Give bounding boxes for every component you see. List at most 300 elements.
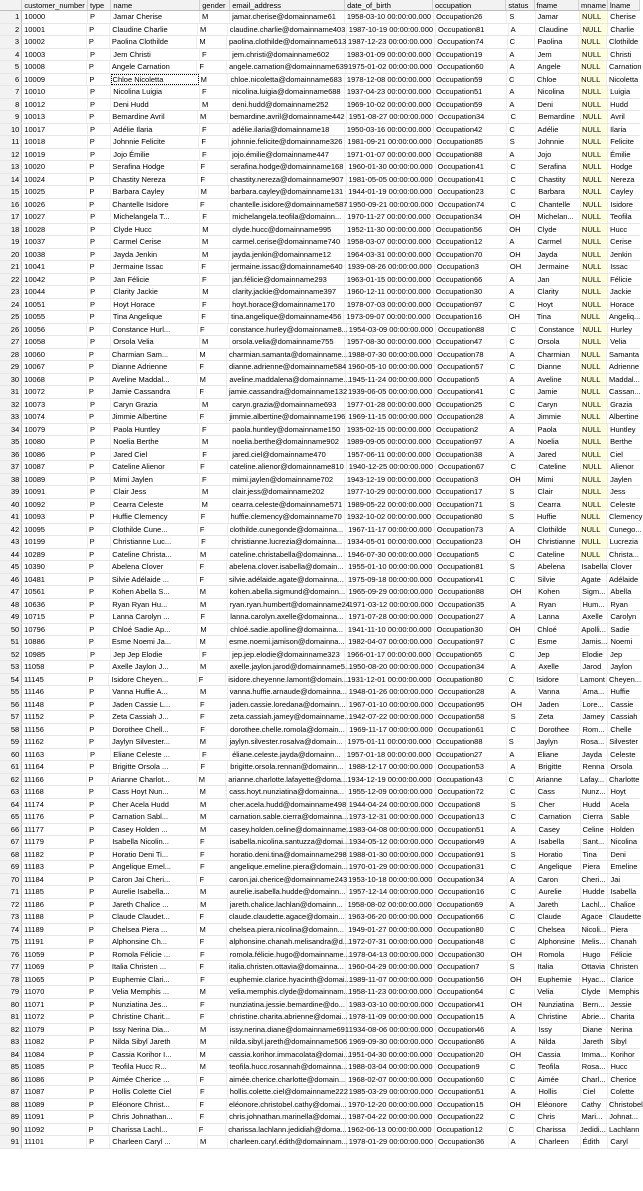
occupation-cell[interactable]: Occupation9 bbox=[436, 1061, 508, 1073]
fname-cell[interactable]: Axelle bbox=[536, 661, 580, 673]
name-cell[interactable]: Charleen Caryl ... bbox=[110, 1136, 198, 1148]
occupation-cell[interactable]: Occupation73 bbox=[435, 524, 508, 536]
fname-cell[interactable]: Charleen bbox=[536, 1136, 580, 1148]
dob-cell[interactable]: 1958-03-10 00:00:00.000 bbox=[345, 11, 434, 23]
row-number[interactable]: 27 bbox=[0, 336, 22, 348]
email-cell[interactable]: charissa.lachlann.jedidiah@doma... bbox=[228, 1124, 347, 1134]
type-cell[interactable]: P bbox=[87, 624, 110, 636]
table-row[interactable] bbox=[0, 411, 640, 424]
fname-cell[interactable]: Teofila bbox=[536, 1061, 580, 1073]
fname-cell[interactable]: Clair bbox=[536, 486, 580, 498]
customer-number-cell[interactable]: 10060 bbox=[22, 349, 87, 361]
row-number[interactable]: 15 bbox=[0, 186, 22, 198]
row-number[interactable]: 38 bbox=[0, 474, 22, 486]
table-row[interactable] bbox=[0, 661, 640, 674]
fname-cell[interactable]: Chloé bbox=[535, 624, 579, 636]
row-number[interactable]: 8 bbox=[0, 99, 22, 111]
gender-cell[interactable]: F bbox=[197, 874, 227, 886]
fname-cell[interactable]: Silvie bbox=[535, 574, 579, 586]
mname-cell[interactable]: Hudd bbox=[581, 799, 609, 811]
customer-number-cell[interactable]: 11185 bbox=[22, 886, 87, 898]
occupation-cell[interactable]: Occupation13 bbox=[436, 811, 509, 823]
email-cell[interactable]: claudine.charlie@domainname403 bbox=[229, 24, 346, 34]
customer-number-cell[interactable]: 10985 bbox=[22, 649, 88, 661]
status-cell[interactable]: C bbox=[508, 574, 536, 586]
row-number[interactable]: 62 bbox=[0, 774, 22, 786]
row-number[interactable]: 21 bbox=[0, 261, 22, 273]
customer-number-cell[interactable]: 11182 bbox=[22, 849, 87, 861]
gender-cell[interactable]: F bbox=[200, 274, 230, 286]
occupation-cell[interactable]: Occupation95 bbox=[436, 699, 509, 711]
name-cell[interactable]: Vanna Huffie A... bbox=[110, 686, 198, 698]
dob-cell[interactable]: 1989-05-22 00:00:00.000 bbox=[345, 499, 434, 511]
dob-cell[interactable]: 1983-04-08 00:00:00.000 bbox=[347, 824, 436, 836]
customer-number-cell[interactable]: 10018 bbox=[22, 136, 87, 148]
status-cell[interactable]: S bbox=[508, 561, 536, 573]
type-cell[interactable]: P bbox=[88, 86, 111, 98]
email-cell[interactable]: esme.noemi.jamison@domainna... bbox=[229, 637, 345, 646]
name-cell[interactable]: Alphonsine Ch... bbox=[110, 936, 198, 948]
fname-cell[interactable]: Dorothee bbox=[536, 724, 580, 736]
occupation-cell[interactable]: Occupation58 bbox=[436, 711, 509, 723]
customer-number-cell[interactable]: 11069 bbox=[22, 961, 87, 973]
mname-cell[interactable]: NULL bbox=[579, 61, 607, 73]
name-cell[interactable]: Zeta Cassiah J... bbox=[110, 711, 198, 723]
row-number[interactable]: 83 bbox=[0, 1036, 22, 1048]
row-number[interactable]: 22 bbox=[0, 274, 22, 286]
lname-cell[interactable]: Chanah bbox=[610, 937, 637, 946]
row-number[interactable]: 45 bbox=[0, 561, 22, 573]
lname-cell[interactable]: Maddal... bbox=[609, 374, 640, 384]
type-cell[interactable]: P bbox=[88, 649, 111, 661]
dob-cell[interactable]: 1964-03-31 00:00:00.000 bbox=[345, 249, 434, 261]
occupation-cell[interactable]: Occupation48 bbox=[436, 936, 508, 948]
gender-cell[interactable]: F bbox=[197, 1074, 227, 1086]
table-row[interactable] bbox=[0, 499, 640, 512]
status-cell[interactable]: A bbox=[507, 274, 535, 286]
table-row[interactable] bbox=[0, 11, 640, 24]
lname-cell[interactable]: Adrienne bbox=[609, 362, 640, 371]
occupation-cell[interactable]: Occupation66 bbox=[435, 911, 507, 923]
table-row[interactable] bbox=[0, 74, 640, 87]
fname-cell[interactable]: Euphemie bbox=[536, 974, 580, 986]
fname-cell[interactable]: Italia bbox=[535, 961, 579, 973]
fname-cell[interactable]: Ryan bbox=[536, 599, 580, 611]
dob-cell[interactable]: 1948-01-26 00:00:00.000 bbox=[347, 686, 436, 698]
status-cell[interactable]: C bbox=[507, 986, 535, 998]
type-cell[interactable]: P bbox=[88, 499, 111, 511]
gender-cell[interactable]: M bbox=[198, 811, 228, 823]
gender-cell[interactable]: F bbox=[198, 836, 228, 848]
table-row[interactable] bbox=[0, 324, 640, 337]
row-number[interactable]: 9 bbox=[0, 111, 22, 123]
row-number[interactable]: 5 bbox=[0, 61, 22, 73]
table-row[interactable] bbox=[0, 986, 640, 999]
name-cell[interactable]: Aimée Cherice ... bbox=[110, 1074, 198, 1086]
fname-cell[interactable]: Barbara bbox=[536, 186, 580, 198]
dob-cell[interactable]: 1970-12-20 00:00:00.000 bbox=[346, 1099, 435, 1111]
customer-number-cell[interactable]: 10715 bbox=[22, 611, 87, 623]
dob-cell[interactable]: 1988-12-17 00:00:00.000 bbox=[346, 761, 435, 773]
fname-cell[interactable]: Zeta bbox=[536, 711, 580, 723]
customer-number-cell[interactable]: 10019 bbox=[22, 149, 88, 161]
status-cell[interactable]: C bbox=[507, 74, 535, 86]
table-row[interactable] bbox=[0, 61, 640, 74]
dob-cell[interactable]: 1972-07-31 00:00:00.000 bbox=[346, 936, 435, 948]
email-cell[interactable]: chris.johnathan.marinella@domai... bbox=[229, 1112, 347, 1121]
occupation-cell[interactable]: Occupation56 bbox=[434, 224, 507, 236]
row-number[interactable]: 52 bbox=[0, 649, 22, 661]
lname-header[interactable]: lname bbox=[608, 0, 640, 10]
name-cell[interactable]: Chloé Sadie Ap... bbox=[110, 624, 198, 636]
name-cell[interactable]: Cassia Korihor I... bbox=[110, 1049, 198, 1061]
name-cell[interactable]: Claude Claudet... bbox=[110, 911, 198, 923]
customer-number-cell[interactable]: 10027 bbox=[22, 211, 88, 223]
occupation-cell[interactable]: Occupation12 bbox=[435, 1124, 507, 1136]
mname-cell[interactable]: Rosa... bbox=[578, 736, 607, 748]
mname-cell[interactable]: Cheri... bbox=[579, 874, 608, 886]
table-row[interactable] bbox=[0, 449, 640, 462]
lname-cell[interactable]: Lachlann bbox=[608, 1124, 640, 1134]
name-cell[interactable]: Chantelle Isidore bbox=[110, 199, 198, 211]
lname-cell[interactable]: Felicite bbox=[610, 137, 634, 146]
email-cell[interactable]: cassia.korihor.immacolata@domai... bbox=[229, 1049, 350, 1059]
mname-cell[interactable]: Cierra bbox=[581, 811, 609, 823]
type-cell[interactable]: P bbox=[87, 1061, 110, 1073]
email-cell[interactable]: cass.hoyt.nunziatina@domainna... bbox=[227, 786, 346, 798]
table-row[interactable] bbox=[0, 386, 640, 399]
table-row[interactable] bbox=[0, 336, 640, 349]
customer-number-cell[interactable]: 10013 bbox=[22, 111, 87, 123]
name-cell[interactable]: Eliane Celeste ... bbox=[111, 749, 200, 761]
occupation-cell[interactable]: Occupation27 bbox=[436, 611, 509, 623]
dob-cell[interactable]: 1957-08-30 00:00:00.000 bbox=[345, 336, 434, 348]
dob-cell[interactable]: 1937-04-23 00:00:00.000 bbox=[345, 86, 434, 98]
row-number[interactable]: 1 bbox=[0, 11, 22, 23]
mname-cell[interactable]: NULL bbox=[579, 386, 607, 398]
row-number[interactable]: 18 bbox=[0, 224, 22, 236]
name-cell[interactable]: Barbara Cayley bbox=[111, 186, 199, 198]
name-cell[interactable]: Jimmie Albertine bbox=[110, 411, 198, 423]
table-row[interactable] bbox=[0, 899, 640, 912]
lname-cell[interactable]: Jep bbox=[610, 649, 623, 659]
fname-cell[interactable]: Chastity bbox=[536, 174, 580, 186]
status-cell[interactable]: A bbox=[507, 86, 535, 98]
fname-cell[interactable]: Paola bbox=[536, 424, 580, 436]
email-cell[interactable]: huffie.clemency@domainname70 bbox=[229, 511, 345, 523]
gender-cell[interactable]: M bbox=[200, 99, 230, 111]
table-row[interactable] bbox=[0, 561, 640, 574]
table-row[interactable] bbox=[0, 874, 640, 887]
dob-cell[interactable]: 1931-12-01 00:00:00.000 bbox=[345, 674, 434, 686]
occupation-cell[interactable]: Occupation30 bbox=[435, 624, 508, 636]
lname-cell[interactable]: Albertine bbox=[609, 412, 639, 421]
status-cell[interactable]: C bbox=[507, 674, 535, 686]
name-cell[interactable]: Christine Charit... bbox=[110, 1011, 198, 1023]
lname-cell[interactable]: Grazia bbox=[610, 399, 633, 409]
fname-cell[interactable]: Aurelie bbox=[536, 886, 580, 898]
mname-cell[interactable]: Hyac... bbox=[580, 974, 608, 986]
dob-cell[interactable]: 1981-09-21 00:00:00.000 bbox=[345, 136, 434, 148]
gender-header[interactable]: gender bbox=[200, 0, 230, 10]
row-number[interactable]: 46 bbox=[0, 574, 22, 586]
mname-cell[interactable]: Mari... bbox=[579, 1111, 607, 1123]
mname-cell[interactable]: NULL bbox=[579, 511, 607, 523]
table-row[interactable] bbox=[0, 799, 640, 812]
dob-cell[interactable]: 1977-01-28 00:00:00.000 bbox=[345, 399, 434, 411]
fname-cell[interactable]: Johnnie bbox=[536, 136, 580, 148]
lname-cell[interactable]: Acela bbox=[610, 799, 630, 809]
row-number[interactable]: 56 bbox=[0, 699, 22, 711]
gender-cell[interactable]: F bbox=[198, 699, 228, 711]
occupation-cell[interactable]: Occupation86 bbox=[436, 1036, 509, 1048]
email-cell[interactable]: jaylyn.silvester.rosalva@domain... bbox=[227, 736, 345, 748]
email-cell[interactable]: paola.huntley@domainname150 bbox=[230, 424, 345, 436]
email-cell[interactable]: deni.hudd@domainname252 bbox=[230, 99, 345, 111]
lname-cell[interactable]: Korihor bbox=[610, 1049, 635, 1059]
email-cell[interactable]: michelangela.teofila@domainn... bbox=[230, 211, 345, 223]
fname-cell[interactable]: Carnation bbox=[536, 811, 580, 823]
status-cell[interactable]: C bbox=[508, 36, 536, 48]
lname-cell[interactable]: Caryl bbox=[610, 1137, 628, 1146]
mname-cell[interactable]: Édith bbox=[581, 1136, 609, 1148]
table-row[interactable] bbox=[0, 824, 640, 837]
name-cell[interactable]: Clarity Jackie bbox=[111, 286, 200, 298]
email-cell[interactable]: jayda.jenkin@domainname12 bbox=[230, 249, 345, 261]
gender-cell[interactable]: M bbox=[200, 224, 230, 236]
dob-cell[interactable]: 1944-01-19 00:00:00.000 bbox=[346, 186, 435, 198]
mname-cell[interactable]: Jamey bbox=[581, 711, 609, 723]
gender-cell[interactable]: F bbox=[200, 424, 230, 436]
dob-cell[interactable]: 1975-01-11 00:00:00.000 bbox=[346, 736, 435, 748]
mname-cell[interactable]: Hudde bbox=[581, 886, 609, 898]
fname-cell[interactable]: Dianne bbox=[535, 361, 579, 373]
row-number[interactable]: 58 bbox=[0, 724, 22, 736]
email-cell[interactable]: cher.acela.hudd@domainname498 bbox=[229, 799, 347, 809]
status-cell[interactable]: C bbox=[508, 1074, 536, 1086]
mname-cell[interactable]: Lore... bbox=[581, 699, 609, 711]
lname-cell[interactable]: Angeliq... bbox=[608, 312, 641, 321]
row-number[interactable]: 57 bbox=[0, 711, 22, 723]
email-cell[interactable]: paolina.clothilde@domainname613 bbox=[229, 37, 347, 46]
status-cell[interactable]: A bbox=[508, 761, 536, 773]
email-cell[interactable]: clarity.jackie@domainname397 bbox=[230, 286, 345, 298]
lname-cell[interactable]: Christen bbox=[610, 962, 638, 971]
lname-cell[interactable]: Carolyn bbox=[610, 612, 637, 621]
lname-cell[interactable]: Sadie bbox=[610, 624, 630, 634]
email-cell[interactable]: charmian.samanta@domainname... bbox=[229, 349, 348, 359]
gender-cell[interactable]: F bbox=[197, 561, 227, 573]
name-cell[interactable]: Constance Hurl... bbox=[110, 324, 198, 336]
mname-cell[interactable]: Hum... bbox=[581, 599, 609, 611]
fname-cell[interactable]: Chelsea bbox=[536, 924, 580, 936]
status-cell[interactable]: OH bbox=[507, 211, 535, 223]
lname-cell[interactable]: Ciel bbox=[610, 449, 623, 459]
email-cell[interactable]: charleen.caryl.édith@domainnam... bbox=[229, 1137, 348, 1146]
lname-cell[interactable]: Issac bbox=[610, 262, 628, 271]
gender-cell[interactable]: M bbox=[197, 36, 227, 48]
fname-cell[interactable]: Mimi bbox=[536, 474, 580, 486]
occupation-cell[interactable]: Occupation88 bbox=[436, 586, 509, 598]
table-row[interactable] bbox=[0, 511, 643, 524]
table-row[interactable] bbox=[0, 924, 640, 937]
mname-cell[interactable]: Imma... bbox=[581, 1049, 607, 1059]
fname-cell[interactable]: Jareth bbox=[535, 899, 579, 911]
table-row[interactable] bbox=[0, 574, 640, 587]
email-cell[interactable]: carnation.sable.cierra@domainna... bbox=[229, 812, 349, 821]
dob-cell[interactable]: 1960-01-30 00:00:00.000 bbox=[346, 161, 435, 173]
lname-cell[interactable]: Félicie bbox=[610, 274, 632, 284]
lname-cell[interactable]: Celeste bbox=[610, 499, 636, 509]
status-cell[interactable]: C bbox=[508, 924, 536, 936]
email-cell[interactable]: clyde.hucc@domainname995 bbox=[230, 224, 345, 236]
occupation-cell[interactable]: Occupation56 bbox=[436, 974, 509, 986]
row-number[interactable]: 25 bbox=[0, 311, 22, 323]
type-cell[interactable]: P bbox=[88, 286, 111, 298]
status-cell[interactable]: S bbox=[508, 499, 536, 511]
customer-number-cell[interactable]: 11084 bbox=[22, 1049, 87, 1061]
status-cell[interactable]: S bbox=[509, 799, 537, 811]
mname-cell[interactable]: NULL bbox=[580, 161, 608, 173]
status-cell[interactable]: A bbox=[507, 899, 535, 911]
row-number[interactable]: 36 bbox=[0, 449, 22, 461]
customer-number-cell[interactable]: 11072 bbox=[22, 1011, 87, 1023]
lname-cell[interactable]: Cayley bbox=[610, 187, 634, 196]
mname-cell[interactable]: Jayda bbox=[580, 749, 608, 761]
table-row[interactable] bbox=[0, 786, 640, 799]
gender-cell[interactable]: F bbox=[200, 49, 230, 61]
gender-cell[interactable]: F bbox=[198, 949, 228, 961]
dob-cell[interactable]: 1970-11-27 00:00:00.000 bbox=[345, 211, 434, 223]
lname-cell[interactable]: Teofila bbox=[610, 212, 632, 221]
mname-cell[interactable]: Celine bbox=[581, 824, 609, 836]
fname-cell[interactable]: Issy bbox=[536, 1024, 580, 1036]
type-cell[interactable]: P bbox=[88, 124, 111, 136]
gender-cell[interactable]: F bbox=[199, 261, 229, 273]
row-number[interactable]: 42 bbox=[0, 524, 22, 536]
lname-cell[interactable]: Johnat... bbox=[609, 1112, 638, 1121]
name-cell[interactable]: Dianne Adrienne bbox=[110, 361, 198, 373]
customer-number-cell[interactable]: 11059 bbox=[22, 949, 87, 961]
dob-cell[interactable]: 1970-01-29 00:00:00.000 bbox=[347, 861, 436, 873]
status-cell[interactable]: C bbox=[508, 1061, 536, 1073]
table-row[interactable] bbox=[0, 124, 640, 137]
dob-cell[interactable]: 1957-06-11 00:00:00.000 bbox=[345, 449, 434, 461]
lname-cell[interactable]: Félicie bbox=[610, 949, 633, 959]
gender-cell[interactable]: F bbox=[197, 1124, 227, 1136]
status-cell[interactable]: C bbox=[508, 361, 536, 373]
lname-cell[interactable]: Jaylon bbox=[610, 662, 633, 671]
mname-cell[interactable]: NULL bbox=[579, 36, 607, 48]
name-cell[interactable]: Aurelie Isabella... bbox=[110, 886, 198, 898]
fname-cell[interactable]: Noelia bbox=[536, 436, 580, 448]
dob-cell[interactable]: 1954-03-09 00:00:00.000 bbox=[347, 324, 436, 336]
type-cell[interactable]: P bbox=[87, 174, 110, 186]
table-row[interactable] bbox=[0, 224, 640, 237]
customer-number-cell[interactable]: 11186 bbox=[22, 899, 87, 911]
status-cell[interactable]: S bbox=[509, 711, 537, 723]
row-number[interactable]: 34 bbox=[0, 424, 22, 436]
mname-cell[interactable]: NULL bbox=[579, 549, 607, 561]
row-number[interactable]: 50 bbox=[0, 624, 22, 636]
lname-cell[interactable]: Emeline bbox=[610, 862, 638, 871]
gender-cell[interactable]: F bbox=[197, 386, 227, 398]
dob-cell[interactable]: 1988-07-30 00:00:00.000 bbox=[346, 349, 435, 361]
lname-cell[interactable]: Christa... bbox=[609, 549, 640, 559]
status-cell[interactable]: A bbox=[509, 599, 537, 611]
occupation-cell[interactable]: Occupation2 bbox=[434, 424, 507, 436]
email-cell[interactable]: alphonsine.chanah.melisandra@d... bbox=[229, 937, 350, 946]
name-cell[interactable]: Lanna Carolyn ... bbox=[110, 611, 198, 623]
lname-cell[interactable]: Jaylen bbox=[610, 474, 632, 484]
customer-number-cell[interactable]: 10055 bbox=[22, 311, 87, 323]
gender-cell[interactable]: M bbox=[197, 349, 227, 361]
lname-cell[interactable]: Cunego... bbox=[609, 524, 642, 534]
mname-cell[interactable]: Ciel bbox=[581, 1086, 609, 1098]
name-cell[interactable]: Caryn Grazia bbox=[111, 399, 200, 411]
mname-cell[interactable]: NULL bbox=[580, 286, 608, 298]
table-row[interactable] bbox=[0, 186, 640, 199]
gender-cell[interactable]: M bbox=[200, 486, 230, 498]
lname-cell[interactable]: Lucrezia bbox=[609, 537, 639, 546]
name-cell[interactable]: Jamar Cherise bbox=[111, 11, 200, 23]
row-number[interactable]: 89 bbox=[0, 1111, 22, 1123]
customer-number-cell[interactable]: 10010 bbox=[22, 86, 88, 98]
row-number[interactable]: 17 bbox=[0, 211, 22, 223]
fname-cell[interactable]: Jamar bbox=[536, 11, 580, 23]
occupation-cell[interactable]: Occupation28 bbox=[435, 411, 507, 423]
dob-cell[interactable]: 1958-11-23 00:00:00.000 bbox=[346, 986, 435, 998]
fname-cell[interactable]: Jojo bbox=[536, 149, 580, 161]
mname-cell[interactable]: NULL bbox=[580, 274, 608, 286]
status-cell[interactable]: OH bbox=[508, 261, 536, 273]
row-number[interactable]: 74 bbox=[0, 924, 22, 936]
occupation-cell[interactable]: Occupation38 bbox=[434, 449, 507, 461]
fname-cell[interactable]: Isabella bbox=[536, 836, 580, 848]
dob-cell[interactable]: 1941-11-10 00:00:00.000 bbox=[346, 624, 435, 636]
status-cell[interactable]: OH bbox=[508, 974, 536, 986]
table-row[interactable] bbox=[0, 436, 640, 449]
email-cell[interactable]: teofila.hucc.rosannah@domainna... bbox=[229, 1062, 348, 1071]
type-cell[interactable]: P bbox=[87, 824, 110, 836]
gender-cell[interactable]: F bbox=[198, 974, 228, 986]
mname-cell[interactable]: Nunz... bbox=[580, 786, 609, 798]
fname-cell[interactable]: Constance bbox=[536, 324, 580, 336]
table-row[interactable] bbox=[0, 149, 640, 162]
table-row[interactable] bbox=[0, 299, 640, 312]
occupation-cell[interactable]: Occupation51 bbox=[436, 824, 509, 836]
customer-number-cell[interactable]: 11164 bbox=[22, 761, 87, 773]
gender-cell[interactable]: F bbox=[199, 311, 229, 323]
dob-cell[interactable]: 1969-11-15 00:00:00.000 bbox=[346, 411, 435, 423]
email-cell[interactable]: jem.christi@domainname602 bbox=[230, 49, 345, 61]
email-cell[interactable]: dianne.adrienne@domainname584 bbox=[229, 362, 347, 371]
occupation-cell[interactable]: Occupation35 bbox=[436, 599, 509, 611]
customer-number-cell[interactable]: 10079 bbox=[22, 424, 88, 436]
email-cell[interactable]: hollis.colette.ciel@domainname222 bbox=[229, 1087, 348, 1096]
type-cell[interactable]: P bbox=[87, 724, 110, 736]
fname-cell[interactable]: Jaylyn bbox=[535, 736, 579, 748]
lname-cell[interactable]: Isidore bbox=[610, 199, 633, 209]
gender-cell[interactable]: F bbox=[198, 324, 228, 336]
table-row[interactable] bbox=[0, 49, 640, 62]
row-number[interactable]: 65 bbox=[0, 811, 22, 823]
lname-cell[interactable]: Berthe bbox=[610, 437, 633, 446]
gender-cell[interactable]: F bbox=[198, 199, 228, 211]
dob-cell[interactable]: 1935-02-15 00:00:00.000 bbox=[345, 424, 434, 436]
email-cell[interactable]: chelsea.piera.nicolina@domainn... bbox=[227, 924, 346, 936]
type-cell[interactable]: P bbox=[88, 149, 111, 161]
